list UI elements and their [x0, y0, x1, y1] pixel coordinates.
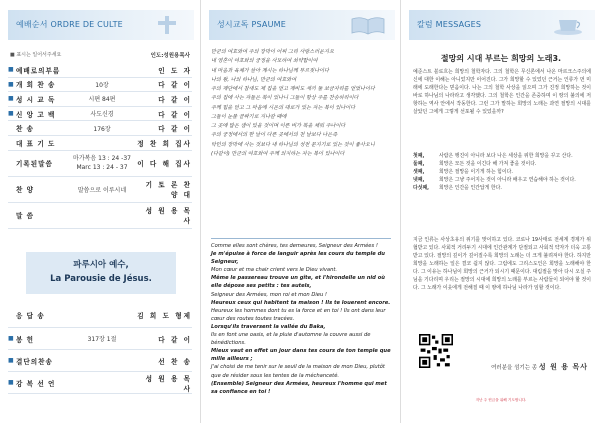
list-item-text: 희망은 절망을 이기게 하는 힘이다. — [439, 169, 513, 176]
psalm-korean — [211, 48, 393, 159]
list-item-text: 희망은 그냥 주어지는 것이 아니라 배우고 연습해야 하는 것이다. — [439, 177, 576, 184]
order-row — [8, 136, 192, 151]
psalm-divider — [211, 238, 391, 239]
order-item-leader: 다 같 이 — [158, 125, 192, 134]
order-item-name: 대 표 기 도 — [16, 139, 56, 148]
psalm-verse-french: Lorsqu'ils traversent la vallée du Baka, — [211, 323, 326, 330]
signature-prefix: 여러분을 섬기는 종 — [491, 365, 538, 371]
psalm-verse-korean: 그들이 눈물 골짜기로 지나갈 때에 — [211, 113, 287, 120]
order-item-leader: 인 도 자 — [158, 66, 192, 75]
scripture-label: 기록된말씀 — [16, 160, 53, 169]
psalm-verse-korean: 악인의 장막에 사는 것보다 내 하나님의 성전 문지기로 있는 것이 좋사오니 — [211, 141, 375, 148]
message-signature — [491, 362, 588, 372]
message-list-item — [413, 152, 591, 160]
order-item-detail: 176장 — [93, 125, 111, 133]
psalm-verse-french: Heureux les hommes dont tu es la force et en toi ! Ils ont dans leur cœur des routes toutes tracées. — [211, 307, 386, 322]
message-paragraph-2: 지금 인류는 사상초유의 위기를 맞이하고 있다. 코로나 19사태로 전세계 경제가 위협받고 있다. 사회적 거리두기 시대에 인간관계가 단절되고 사회적 약자가 더욱 고통받고 있다. 절망의 깊이가 깊어질수록 희망의 노래는 더 크게 불려져야 한다. 하지만 희망을 노래하는 일은 결코 쉽지 않다. 그럼에도 그리스도인은 희망을 노래해야 한다. 그 이유는 하나님이 희망의 근거가 되시기 때문이다. 대림절을 맞아 다시 오실 주님을 기다리며 우리는 절망의 시대에 희망의 노래를 부르는 사람들이 되어야 할 것이다. 그 노래가 이웃에게 전해질 때 이 땅에 하나님 나라가 임할 것이다. — [413, 237, 591, 292]
message-paragraph-1: 예준스트 블로흐는 희망의 철학자다. 그의 철학은 무신론에서 나온 마르크스주의에 신에 대한 이해는 아니었지만 이어진다. 그가 희망할 수 있었던 근거는 인류가 먼 미래에 도래한다는 믿음이다. 나는 그의 철학 사상을 읽으며 그가 진정 희망하는 것이 바로 하나님의 나라라고 생각했다. 그의 철학은 인간을 존중하며 이 땅의 불의에 저항하는 역사 안에서 작동한다. 그런 그가 말하는 희망의 노래는 과연 절망의 시대를 살았던 그에게 그렇게 선포될 수 있었을까? — [413, 69, 591, 116]
sermon-title-box — [26, 252, 176, 294]
standing-note: ■ 표시는 일어서주세요 — [10, 52, 62, 58]
cross-icon — [148, 14, 186, 36]
scripture-row — [8, 151, 192, 177]
psalm-verse-korean: 주께 힘을 얻고 그 마음에 시온의 대로가 있는 자는 복이 있나이다 — [211, 104, 356, 111]
list-item-ordinal: 다섯째, — [413, 185, 430, 192]
scripture-ref-korean: 마가복음 13 : 24 -37 — [73, 155, 131, 163]
stand-marker: ■ — [8, 110, 14, 118]
order-list-continued — [8, 302, 192, 394]
order-row — [8, 328, 192, 350]
sermon-preacher: 성 원 용 목 사 — [145, 207, 192, 226]
list-item-text: 희망은 모든 것을 이긴다 해 가져 좋을 것이다. — [439, 161, 537, 168]
order-item-name: 찬 송 — [16, 125, 35, 134]
psalm-verse-korean: 그 곳에 많은 샘이 있을 것이며 이른 비가 복을 채워 주나이다 — [211, 123, 346, 129]
anthem-title: 말씀으로 이루시네 — [77, 186, 127, 194]
message-title: 절망의 시대 부르는 희망의 노래3. — [440, 54, 562, 63]
list-item-text: 사람은 행진이 아니라 보다 나은 세상을 위한 희망을 꾸고 산다. — [439, 153, 573, 159]
scripture-reference — [68, 154, 136, 172]
scripture-reader: 이 다 해 집사 — [137, 160, 192, 169]
message-panel — [400, 0, 600, 423]
message-list-item — [413, 176, 591, 184]
order-item-leader: 다 같 이 — [158, 95, 192, 104]
worship-order-panel — [0, 0, 200, 423]
psalm-verse-korean: 주의 집에 사는 자들은 복이 있나니 그들이 항상 주를 찬송하리이다 — [211, 95, 359, 102]
sermon-title-korean: 파루시아 예수, — [73, 260, 129, 270]
order-item-name: 봉 헌 — [16, 335, 35, 344]
list-item-ordinal: 넷째, — [413, 177, 425, 184]
order-item-name: 신 앙 고 백 — [16, 110, 56, 119]
sermon-title-french: La Parousie de Jésus. — [50, 274, 152, 284]
stand-marker: ■ — [8, 379, 14, 386]
order-item-leader: 김 희 도 형제 — [137, 311, 192, 320]
psalm-verse-french: J'ai choisi de me tenir sur le seuil de la maison de mon Dieu, plutôt que de résider sous les tentes de la méchanceté. — [211, 364, 385, 379]
order-item-detail: 10장 — [95, 81, 109, 89]
order-row — [8, 78, 192, 93]
message-list-item — [413, 184, 591, 192]
order-item-leader: 다 같 이 — [158, 110, 192, 119]
psalm-verse-korean: 주의 궁정에서의 한 날이 다른 곳에서의 천 날보다 나은즉 — [211, 132, 338, 139]
message-list-item — [413, 160, 591, 168]
order-item-name: 성 시 교 독 — [16, 95, 56, 104]
order-item-name: 예배로의부름 — [16, 66, 61, 75]
order-row — [8, 63, 192, 78]
order-item-leader: 선 찬 송 — [158, 357, 192, 366]
order-item-name: 개 회 찬 송 — [16, 81, 56, 90]
message-banner-title: 칼럼 MESSAGES — [417, 20, 482, 29]
psalm-verse-french: Ils en font une oasis, et la pluie d'automne la couvre aussi de bénédictions. — [211, 332, 371, 347]
psalm-verse-french: Seigneur des Armées, mon roi et mon Dieu ! — [211, 291, 327, 298]
worship-order-banner — [8, 10, 194, 40]
order-item-leader: 성 원 용 목 사 — [145, 374, 192, 393]
psalm-verse-french: Je m'épuise à force de languir après les cours du temple du Seigneur, — [211, 251, 386, 266]
sermon-row — [8, 203, 192, 229]
psalm-verse-french: Heureux ceux qui habitent ta maison ! Ils te louerent encore. — [211, 299, 391, 306]
list-item-ordinal: 첫째, — [413, 153, 425, 159]
list-item-text: 희망은 인간을 인간답게 한다. — [439, 185, 502, 192]
stand-marker: ■ — [8, 80, 14, 88]
psalm-verse-french: (Ensemble) Seigneur des Armées, heureux l'homme qui met sa confiance en toi ! — [211, 380, 387, 395]
signature-name: 성 원 용 목사 — [538, 363, 588, 371]
anthem-label: 찬 양 — [16, 186, 35, 195]
anthem-row — [8, 177, 192, 203]
bottom-note: 지난 주 헌금을 위해 기도합니다. — [475, 398, 527, 402]
order-item-name: 강 복 선 언 — [16, 379, 56, 388]
coffee-cup-icon — [549, 14, 587, 36]
psalm-verse-french: Comme elles sont chères, tes demeures, Seigneur des Armées ! — [211, 243, 378, 249]
psalm-verse-french: Même le passereau trouve un gîte, et l'hirondelle un nid où elle dépose ses petits : tes autels, — [211, 275, 385, 290]
psalm-verse-french: Mon cœur et ma chair crient vers le Dieu vivant. — [211, 267, 338, 274]
stand-marker: ■ — [8, 66, 14, 74]
order-row — [8, 92, 192, 107]
psalm-verse-french: Mieux vaut en effet un jour dans tes cours de ton temple que mille ailleurs ; — [211, 348, 391, 363]
scripture-ref-french: Marc 13 : 24 - 37 — [76, 164, 128, 172]
stand-marker: ■ — [8, 335, 14, 342]
stand-marker: ■ — [8, 357, 14, 364]
psalm-title: 성시교독 PSAUME — [217, 20, 286, 29]
worship-order-title: 예배순서 ORDRE DE CULTE — [16, 20, 123, 29]
order-item-detail: 시편 84편 — [88, 96, 116, 104]
order-list — [8, 63, 192, 229]
open-book-icon — [349, 14, 387, 36]
order-row — [8, 302, 192, 328]
stand-marker: ■ — [8, 95, 14, 103]
order-row — [8, 107, 192, 122]
psalm-verse-korean: (다같이) 만군의 여호와여 주께 의지하는 자는 복이 있나이다 — [211, 150, 345, 157]
order-row — [8, 350, 192, 372]
order-item-name: 결단의찬송 — [16, 357, 53, 366]
order-item-leader: 정 찬 희 집사 — [137, 139, 192, 148]
psalm-panel — [200, 0, 400, 423]
message-list-item — [413, 168, 591, 176]
psalm-verse-korean: 나의 왕, 나의 하나님, 만군의 여호와여 — [211, 76, 297, 83]
list-item-ordinal: 셋째, — [413, 169, 425, 176]
message-banner — [409, 10, 595, 40]
order-item-detail: 사도신경 — [90, 111, 114, 119]
order-row — [8, 372, 192, 394]
psalm-french — [211, 242, 393, 396]
anthem-choir: 기 토 론 찬 양 대 — [145, 181, 192, 200]
psalm-verse-korean: 만군의 여호와여 주의 장막이 어찌 그리 사랑스러운지요 — [211, 49, 334, 55]
order-item-leader: 다 같 이 — [158, 335, 192, 344]
psalm-banner — [209, 10, 395, 40]
psalm-verse-korean: 주의 제단에서 참새도 제 집을 얻고 제비도 새끼 둘 보금자리를 얻었나이다 — [211, 86, 375, 92]
qr-code-icon[interactable] — [419, 334, 453, 368]
leader-label: 인도:성원용목사 — [150, 53, 190, 59]
order-item-name: 응 답 송 — [16, 311, 45, 320]
order-row — [8, 121, 192, 136]
sermon-label: 말 씀 — [16, 212, 35, 221]
list-item-ordinal: 둘째, — [413, 161, 425, 168]
psalm-verse-korean: 내 영혼이 여호와의 궁정을 사모하여 쇠약함이여 — [211, 58, 318, 65]
message-list — [413, 152, 591, 192]
psalm-verse-korean: 내 마음과 육체가 살아 계시는 하나님께 부르짖나이다 — [211, 67, 329, 74]
order-item-leader: 다 같 이 — [158, 81, 192, 90]
order-item-detail: 317장 1절 — [87, 336, 117, 343]
